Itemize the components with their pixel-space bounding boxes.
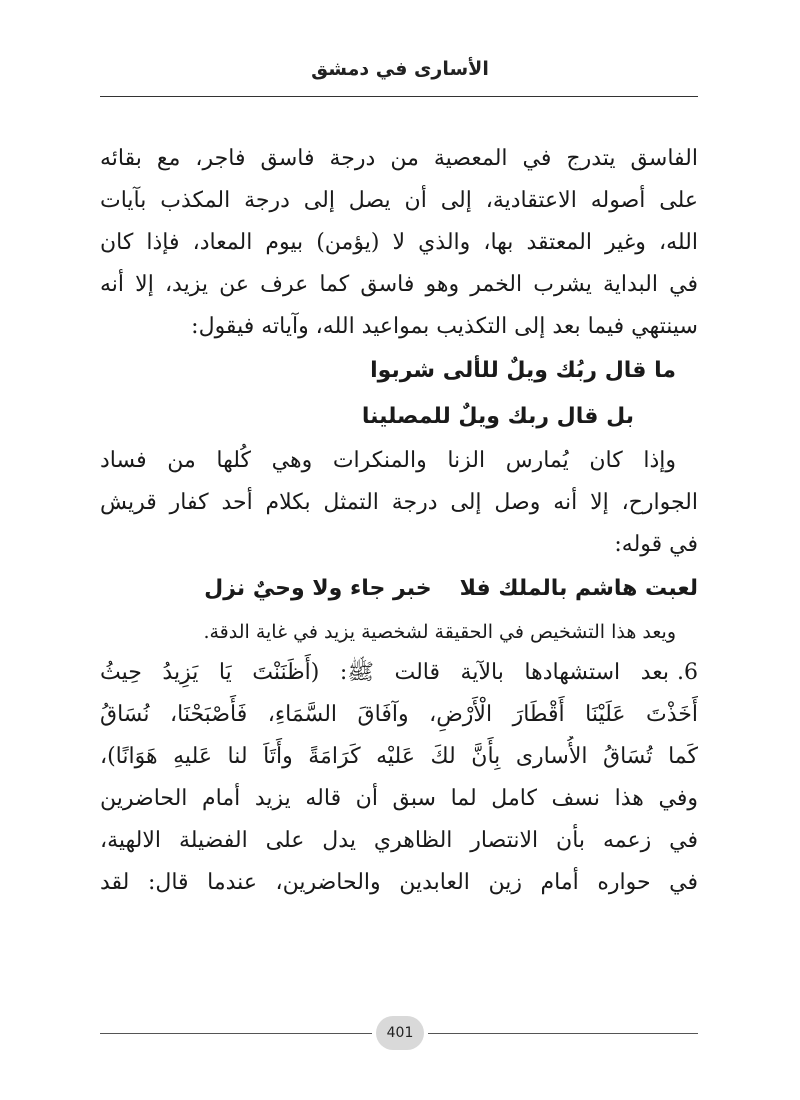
list-item-6-line: أَخَذْتَ عَلَيْنَا أَقْطَارَ الْأَرْضِ، وآفَاقَ السَّمَاءِ، فَأَصْبَحْنَا، نُسَاقُ	[100, 702, 698, 727]
list-item-6-line: في زعمه بأن الانتصار الظاهري يدل على الفضيلة الالهية،	[100, 828, 698, 853]
footer-divider-right	[428, 1033, 698, 1034]
page-number: 401	[376, 1016, 424, 1050]
couplet-hemistich-2: خبر جاء ولا وحيٌ نزل	[204, 576, 432, 601]
couplet-hemistich-1: لعبت هاشم بالملك فلا	[459, 576, 698, 601]
poem-verse-1: ما قال ربُك ويلٌ للألى شربوا	[370, 358, 676, 383]
poem-couplet	[100, 566, 698, 612]
paragraph-line: الجوارح، إلا أنه وصل إلى درجة التمثل بكلام أحد كفار قريش	[100, 490, 698, 515]
paragraph-line: في قوله:	[614, 532, 698, 557]
list-item-6-line: في حواره أمام زين العابدين والحاضرين، عندما قال: لقد	[100, 870, 698, 895]
paragraph-line: على أصوله الاعتقادية، إلى أن يصل إلى درجة المكذب بآيات	[100, 188, 698, 213]
list-item-text: بعد استشهادها بالآية قالت ﷺ: (أَظَنَنْتَ يَا يَزِيدُ حِيثُ	[100, 660, 669, 685]
page-body	[100, 138, 698, 904]
paragraph-line: الفاسق يتدرج في المعصية من درجة فاسق فاجر، مع بقائه	[100, 146, 698, 171]
conclusion-line: ويعد هذا التشخيص في الحقيقة لشخصية يزيد في غاية الدقة.	[203, 621, 676, 643]
header-divider	[100, 96, 698, 97]
paragraph-line: في البداية يشرب الخمر وهو فاسق كما عرف عن يزيد، إلا أنه	[100, 272, 698, 297]
running-header-title: الأسارى في دمشق	[311, 58, 489, 80]
paragraph-line: سينتهي فيما بعد إلى التكذيب بمواعيد الله، وآياته فيقول:	[191, 314, 698, 339]
list-item-6-line	[100, 652, 698, 694]
paragraph-line: الله، وغير المعتقد بها، والذي لا (يؤمن) بيوم المعاد، فإذا كان	[100, 230, 698, 255]
list-item-6-line: وفي هذا نسف كامل لما سبق أن قاله يزيد أمام الحاضرين	[100, 786, 698, 811]
footer-divider-left	[100, 1033, 372, 1034]
poem-verse-2: بل قال ربك ويلٌ للمصلينا	[361, 404, 634, 429]
list-item-number: 6.	[677, 660, 698, 685]
list-item-6-line: كَما تُسَاقُ الأُسارى بِأَنَّ لكَ عَليْه كَرَامَةً وأَتَاَ لنا عَليهِ هَوَانًا)،	[100, 744, 698, 769]
paragraph-line: وإذا كان يُمارس الزنا والمنكرات وهي كُلها من فساد	[100, 448, 676, 473]
